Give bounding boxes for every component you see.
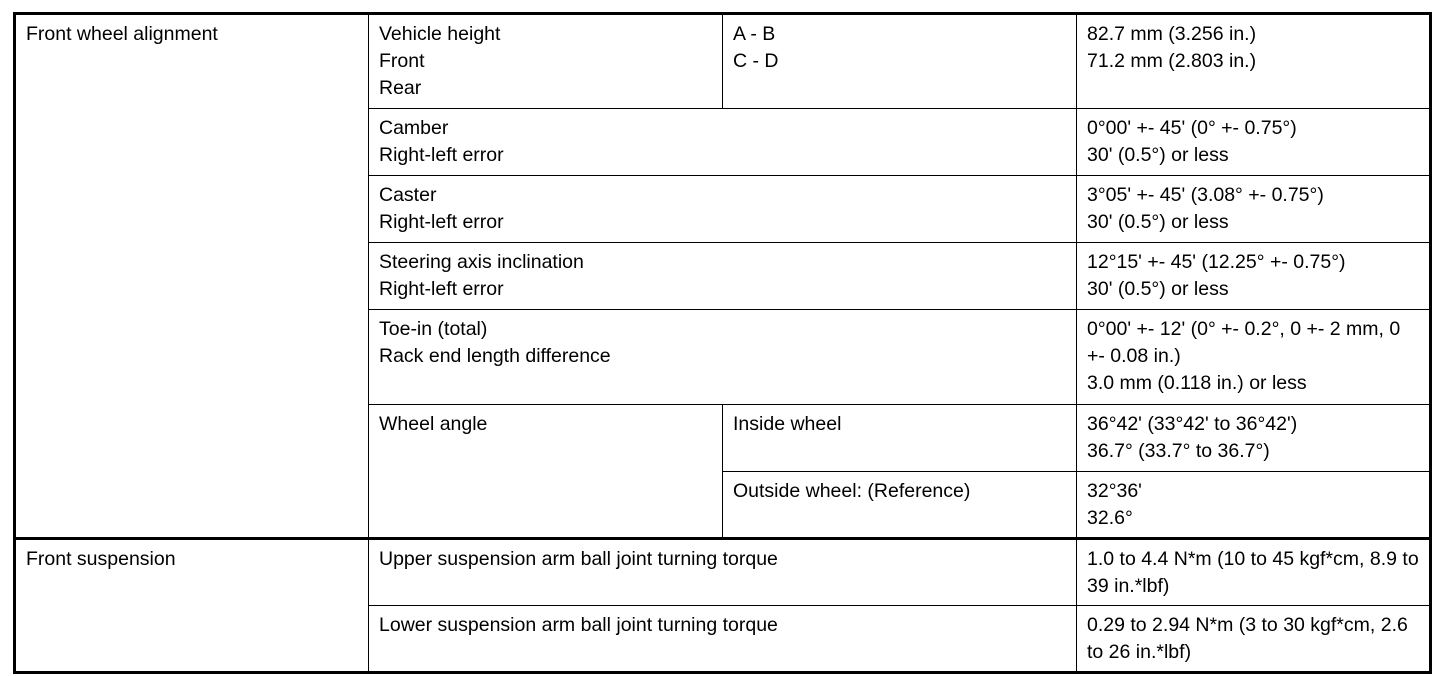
value-cell: 0°00' +- 12' (0° +- 0.2°, 0 +- 2 mm, 0 +- 0.08 in.) 3.0 mm (0.118 in.) or less xyxy=(1077,310,1431,405)
item-cell: Vehicle height Front Rear xyxy=(369,14,723,109)
sub-item-cell: Inside wheel xyxy=(723,405,1077,472)
item-cell: Steering axis inclination Right-left error xyxy=(369,243,1077,310)
sub-item-cell: A - B C - D xyxy=(723,14,1077,109)
value-cell: 3°05' +- 45' (3.08° +- 0.75°) 30' (0.5°) or less xyxy=(1077,176,1431,243)
item-cell: Upper suspension arm ball joint turning torque xyxy=(369,539,1077,606)
item-cell: Toe-in (total) Rack end length difference xyxy=(369,310,1077,405)
table-row xyxy=(15,539,1431,606)
value-cell: 32°36' 32.6° xyxy=(1077,472,1431,539)
sub-item-cell: Outside wheel: (Reference) xyxy=(723,472,1077,539)
value-cell: 0°00' +- 45' (0° +- 0.75°) 30' (0.5°) or less xyxy=(1077,109,1431,176)
value-cell: 36°42' (33°42' to 36°42') 36.7° (33.7° to 36.7°) xyxy=(1077,405,1431,472)
table-row xyxy=(15,14,1431,109)
section-label: Front wheel alignment xyxy=(15,14,369,539)
value-cell: 1.0 to 4.4 N*m (10 to 45 kgf*cm, 8.9 to 39 in.*lbf) xyxy=(1077,539,1431,606)
item-cell: Wheel angle xyxy=(369,405,723,539)
item-cell: Caster Right-left error xyxy=(369,176,1077,243)
item-cell: Lower suspension arm ball joint turning torque xyxy=(369,606,1077,673)
value-cell: 82.7 mm (3.256 in.) 71.2 mm (2.803 in.) xyxy=(1077,14,1431,109)
spec-table xyxy=(13,12,1432,674)
item-cell: Camber Right-left error xyxy=(369,109,1077,176)
value-cell: 12°15' +- 45' (12.25° +- 0.75°) 30' (0.5°) or less xyxy=(1077,243,1431,310)
section-label: Front suspension xyxy=(15,539,369,673)
value-cell: 0.29 to 2.94 N*m (3 to 30 kgf*cm, 2.6 to 26 in.*lbf) xyxy=(1077,606,1431,673)
